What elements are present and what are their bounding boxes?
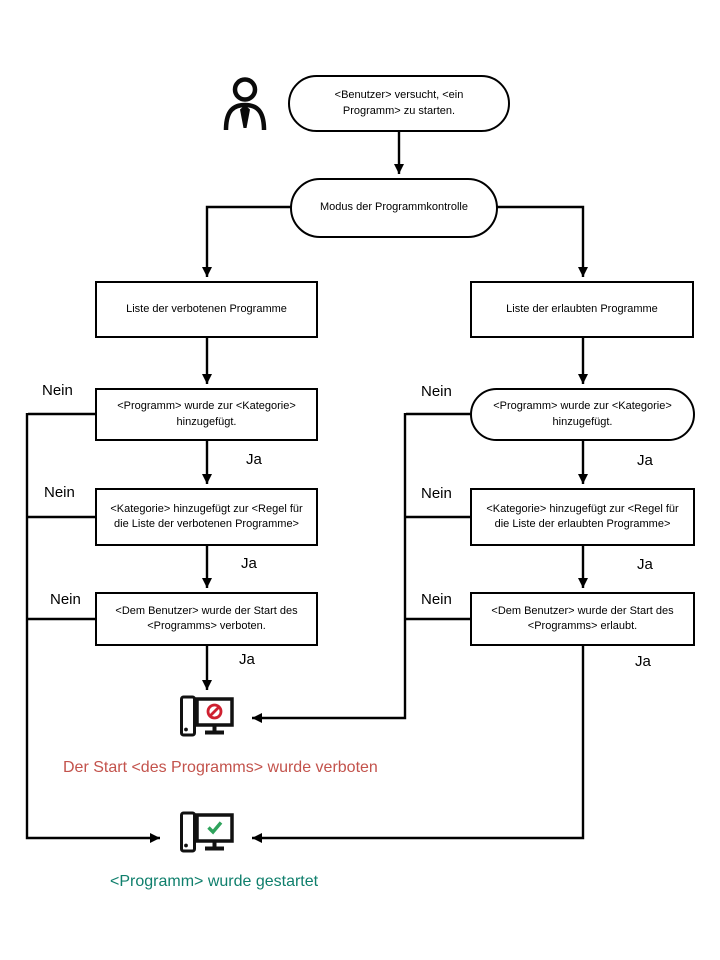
label-nein-left-2: Nein <box>44 484 75 501</box>
edge-mode-to-right-list <box>497 207 583 277</box>
label-ja-left-2: Ja <box>241 555 257 572</box>
outcome-blocked-text: Der Start <des Programms> wurde verboten <box>63 759 378 776</box>
edge-mode-to-left-list <box>207 207 291 277</box>
node-right-check3: <Dem Benutzer> wurde der Start des <Programms> erlaubt. <box>470 592 695 646</box>
user-icon <box>222 76 268 132</box>
label-ja-left-1: Ja <box>246 451 262 468</box>
label-ja-right-1: Ja <box>637 452 653 469</box>
node-mode: Modus der Programmkontrolle <box>290 178 498 238</box>
edge-right-ja3-to-started <box>252 646 583 838</box>
label-ja-right-3: Ja <box>635 653 651 670</box>
edge-right-nein-collector-to-blocked <box>252 413 405 718</box>
label-nein-right-2: Nein <box>421 485 452 502</box>
node-right-list: Liste der erlaubten Programme <box>470 281 694 338</box>
node-right-check1: <Programm> wurde zur <Kategorie> hinzugefügt. <box>470 388 695 441</box>
outcome-started-text: <Programm> wurde gestartet <box>110 873 319 890</box>
computer-blocked-icon <box>179 694 235 744</box>
label-ja-right-2: Ja <box>637 556 653 573</box>
label-nein-left-3: Nein <box>50 591 81 608</box>
node-right-check2: <Kategorie> hinzugefügt zur <Regel für die Liste der erlaubten Programme> <box>470 488 695 546</box>
label-nein-right-1: Nein <box>421 383 452 400</box>
node-left-check3: <Dem Benutzer> wurde der Start des <Programms> verboten. <box>95 592 318 646</box>
node-start: <Benutzer> versucht, <ein Programm> zu starten. <box>288 75 510 132</box>
node-left-check2: <Kategorie> hinzugefügt zur <Regel für die Liste der verbotenen Programme> <box>95 488 318 546</box>
label-nein-right-3: Nein <box>421 591 452 608</box>
label-ja-left-3: Ja <box>239 651 255 668</box>
label-nein-left-1: Nein <box>42 382 73 399</box>
node-left-check1: <Programm> wurde zur <Kategorie> hinzugefügt. <box>95 388 318 441</box>
node-left-list: Liste der verbotenen Programme <box>95 281 318 338</box>
computer-started-icon <box>179 810 235 860</box>
